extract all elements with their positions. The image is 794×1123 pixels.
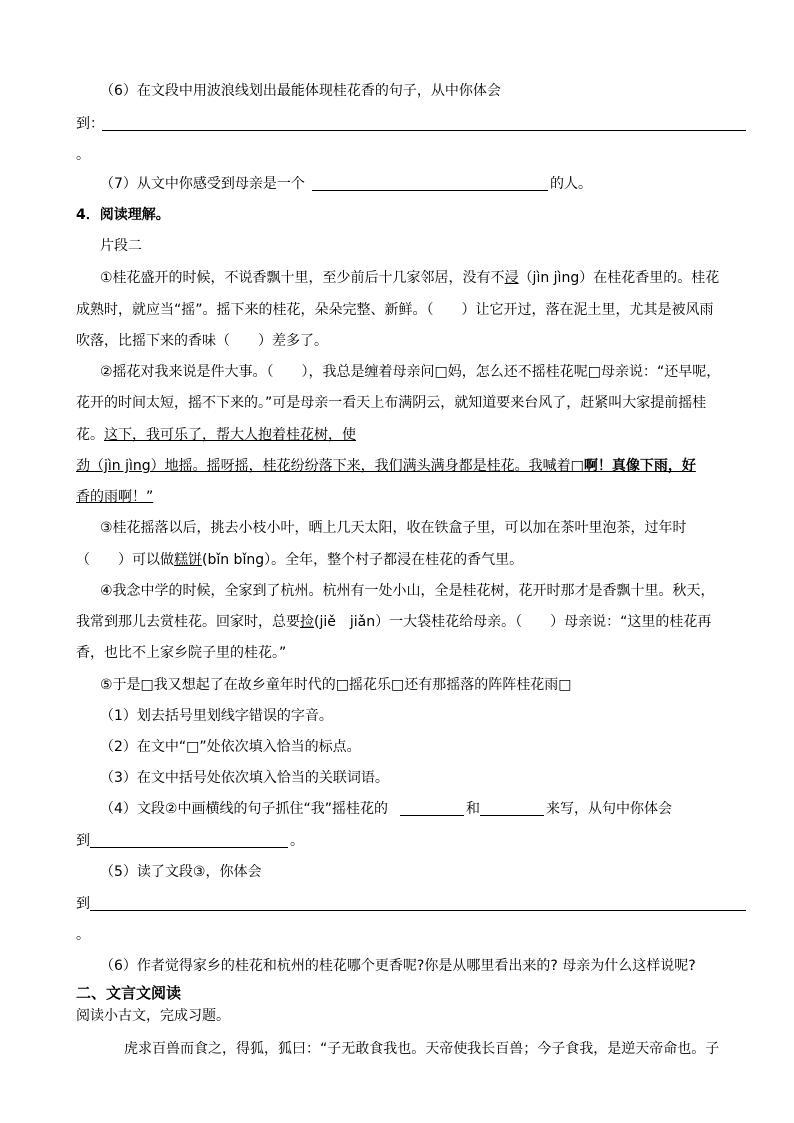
section-2-instruction: 阅读小古文，完成习题。 [76, 1008, 230, 1024]
answer-blank-q4-2[interactable] [480, 797, 544, 816]
paragraph-2-line-5: 香的雨啊！” [76, 489, 154, 505]
question-2: （2）在文中“□”处依次填入恰当的标点。 [100, 739, 361, 755]
paragraph-1-line-1: ①桂花盛开的时候，不说香飘十里，至少前后十几家邻居，没有不浸（jìn jìng）在桂花香里的。桂花 [100, 270, 720, 286]
paragraph-4-line-2: 我常到那儿去赏桂花。回家时，总要捡(jiě jiǎn）一大袋桂花给母亲。（ ）母亲说：“这里的桂花再 [76, 614, 712, 630]
paragraph-2-line-2: 花开的时间太短，摇不下来的。”可是母亲一看天上布满阴云，就知道要来台风了，赶紧叫大家提前摇桂 [76, 395, 707, 411]
fragment-title: 片段二 [100, 238, 142, 254]
question-6-end: 。 [76, 147, 90, 163]
question-5-end: 。 [76, 927, 90, 943]
paragraph-2-line-1: ②摇花对我来说是件大事。（ ），我总是缠着母亲问□妈，怎么还不摇桂花呢□母亲说：“还早呢， [100, 364, 721, 380]
answer-blank-q7[interactable] [312, 172, 548, 191]
paragraph-4-line-3: 香，也比不上家乡院子里的桂花。” [76, 645, 287, 661]
question-5-text: （5）读了文段③，你体会 [100, 864, 262, 880]
question-6: （6）作者觉得家乡的桂花和杭州的桂花哪个更香呢?你是从哪里看出来的? 母亲为什么这样说呢? [100, 958, 696, 974]
paragraph-3-line-1: ③桂花摇落以后，挑去小枝小叶，晒上几天太阳，收在铁盒子里，可以加在茶叶里泡茶，过年时 [100, 520, 687, 536]
question-5-tail: 到 [76, 896, 90, 912]
paragraph-1-line-2: 成熟时，就应当“摇”。摇下来的桂花，朵朵完整、新鲜。（ ）让它开过，落在泥土里，尤其是被风雨 [76, 302, 714, 318]
question-6-tail: 到： [76, 116, 104, 132]
question-4-text-b: 和 [466, 801, 480, 817]
paragraph-2-line-4: 劲（jìn jìng）地摇。摇呀摇，桂花纷纷落下来，我们满头满身都是桂花。我喊着□啊！真像下雨，好 [76, 458, 696, 474]
paragraph-5: ⑤于是□我又想起了在故乡童年时代的□摇花乐□还有那摇落的阵阵桂花雨□ [100, 677, 572, 693]
answer-blank-q6[interactable] [102, 112, 746, 131]
question-7-text: （7）从文中你感受到母亲是一个 [100, 176, 305, 192]
question-3: （3）在文中括号处依次填入恰当的关联词语。 [100, 770, 389, 786]
paragraph-1-line-3: 吹落，比摇下来的香味（ ）差多了。 [76, 333, 328, 349]
question-1: （1）划去括号里划线字错误的字音。 [100, 708, 333, 724]
section-4-heading: 4．阅读理解。 [76, 207, 170, 223]
paragraph-3-line-2: （ ）可以做糕饼(bǐn bǐng）。全年，整个村子都浸在桂花的香气里。 [76, 552, 524, 568]
answer-blank-q5[interactable] [90, 892, 746, 911]
classical-text-line-1: 虎求百兽而食之，得狐，狐曰：“子无敢食我也。天帝使我长百兽；今子食我，是逆天帝命也。子 [124, 1041, 720, 1057]
question-4-tail: 到 [76, 833, 90, 849]
paragraph-2-line-3: 花。这下，我可乐了，帮大人抱着桂花树，使 [76, 427, 356, 443]
answer-blank-q4-3[interactable] [90, 829, 288, 848]
question-7-end: 的人。 [550, 176, 592, 192]
question-4-end: 。 [290, 833, 304, 849]
question-4-text-c: 来写，从句中你体会 [546, 801, 672, 817]
answer-blank-q4-1[interactable] [400, 797, 464, 816]
section-2-heading: 二、文言文阅读 [76, 984, 182, 1002]
question-4-text-a: （4）文段②中画横线的句子抓住“我”摇桂花的 [100, 801, 388, 817]
paragraph-4-line-1: ④我念中学的时候，全家到了杭州。杭州有一处小山，全是桂花树，花开时那才是香飘十里。秋天， [100, 583, 715, 599]
question-6-text: （6）在文段中用波浪线划出最能体现桂花香的句子，从中你体会 [100, 83, 501, 99]
